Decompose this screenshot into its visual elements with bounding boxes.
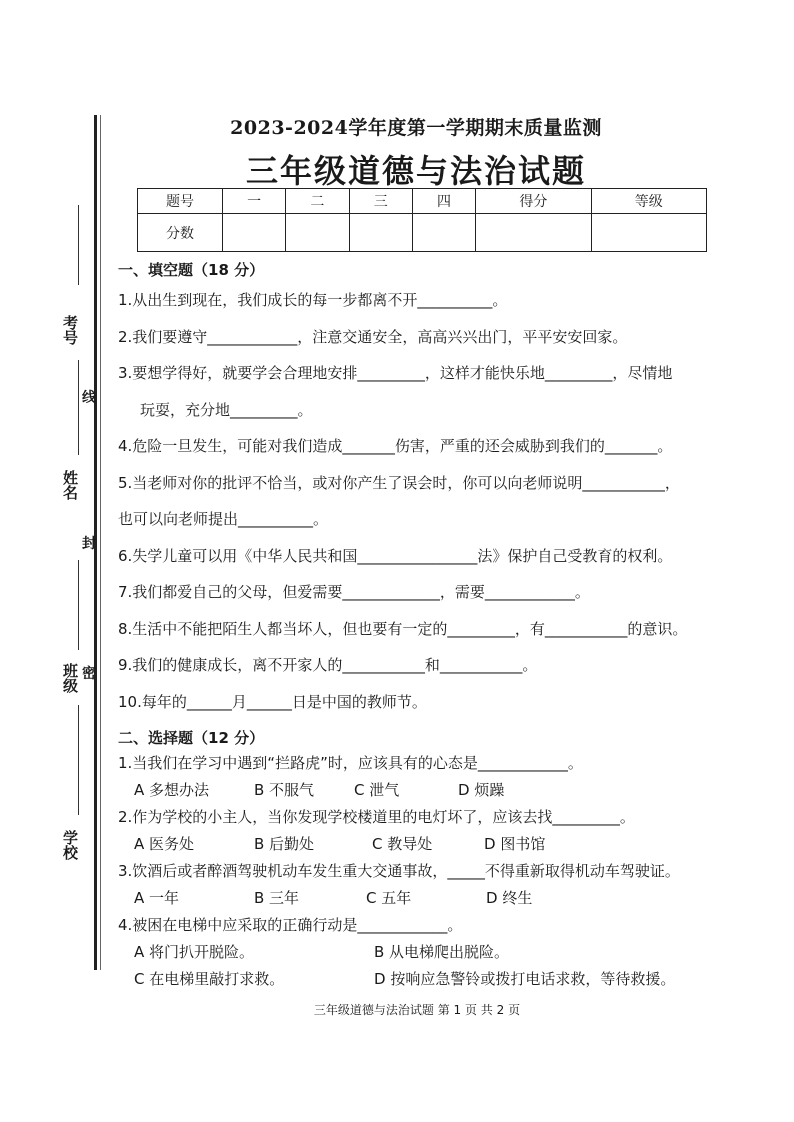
score-header-cell: 等级 [591,189,706,214]
choice-options [118,885,748,912]
fill-question-continuation: 也可以向老师提出__________。 [118,510,329,528]
choice-option[interactable]: D 终生 [486,889,533,907]
seal-mi-mark: 密 [82,666,96,682]
choice-question: 4.被困在电梯中应采取的正确行动是____________。 [118,916,463,934]
exam-content [118,258,748,993]
score-header-cell: 题号 [138,189,223,214]
choice-options [118,939,748,966]
section-2-title: 二、选择题（12 分） [118,729,265,747]
section-1-title: 一、填空题（18 分） [118,261,265,279]
school-label: 学校 [61,830,79,860]
choice-option[interactable]: B 不服气 [254,781,315,799]
choice-option[interactable]: C 泄气 [354,781,400,799]
choice-option[interactable]: B 从电梯爬出脱险。 [374,943,510,961]
school-line [78,705,79,815]
fill-question: 10.每年的______月______日是中国的教师节。 [118,692,427,711]
choice-option[interactable]: A 将门扒开脱险。 [134,943,255,961]
score-header-cell: 一 [223,189,286,214]
choice-option[interactable]: D 按响应急警铃或拨打电话求救，等待救援。 [374,970,676,988]
choice-option[interactable]: B 后勤处 [254,835,315,853]
score-table-value-row [138,214,707,252]
choice-option[interactable]: B 三年 [254,889,300,907]
seal-line-mark: 线 [82,390,96,406]
score-header-cell: 二 [286,189,349,214]
choice-options [118,831,748,858]
choice-question: 3.饮酒后或者醉酒驾驶机动车发生重大交通事故，_____不得重新取得机动车驾驶证。 [118,862,680,880]
choice-option[interactable]: C 教导处 [372,835,433,853]
name-label: 姓名 [61,470,79,500]
fill-question: 8.生活中不能把陌生人都当坏人，但也要有一定的_________，有___________的意识。 [118,619,688,638]
score-cell[interactable] [476,214,591,252]
score-cell[interactable] [349,214,412,252]
score-table [137,188,707,252]
choice-option[interactable]: A 多想办法 [134,781,210,799]
score-header-cell: 得分 [476,189,591,214]
choice-options [118,966,748,993]
exam-no-label: 考号 [61,315,79,345]
fill-question: 2.我们要遵守____________，注意交通安全，高高兴兴出门，平平安安回家。 [118,327,628,346]
score-cell[interactable] [286,214,349,252]
choice-question: 2.作为学校的小主人，当你发现学校楼道里的电灯坏了，应该去找_________。 [118,808,635,826]
score-cell[interactable] [223,214,286,252]
fill-question: 5.当老师对你的批评不恰当，或对你产生了误会时，你可以向老师说明___________， [118,473,680,492]
choice-question: 1.当我们在学习中遇到“拦路虎”时，应该具有的心态是____________。 [118,754,583,772]
fill-question: 1.从出生到现在，我们成长的每一步都离不开__________。 [118,291,508,309]
score-header-cell: 四 [412,189,475,214]
score-cell[interactable] [412,214,475,252]
fill-question: 6.失学儿童可以用《中华人民共和国________________法》保护自己受教育的权利。 [118,546,673,565]
choice-option[interactable]: D 烦躁 [458,781,505,799]
exam-no-line [78,205,79,285]
score-cell[interactable] [591,214,706,252]
exam-title: 三年级道德与法治试题 [245,152,586,190]
fill-question: 7.我们都爱自己的父母，但爱需要_____________，需要____________。 [118,583,590,601]
name-line [78,360,79,455]
fill-question: 4.危险一旦发生，可能对我们造成_______伤害，严重的还会威胁到我们的_______。 [118,437,673,455]
binding-rule-inner [100,115,101,970]
score-table-header-row [138,189,707,214]
fill-question: 3.要想学得好，就要学会合理地安排_________，这样才能快乐地_________，尽情地 [118,364,673,382]
score-header-cell: 三 [349,189,412,214]
seal-feng-mark: 封 [82,536,96,552]
fill-question: 9.我们的健康成长，离不开家人的___________和___________。 [118,656,538,674]
fill-question-continuation: 玩耍，充分地_________。 [140,400,313,419]
choice-option[interactable]: A 一年 [134,889,180,907]
page-footer: 三年级道德与法治试题 第 1 页 共 2 页 [313,1003,521,1017]
choice-option[interactable]: C 五年 [366,889,412,907]
class-line [78,560,79,650]
choice-option[interactable]: C 在电梯里敲打求救。 [134,970,285,988]
class-label: 班级 [61,663,79,693]
choice-option[interactable]: D 图书馆 [484,835,546,853]
score-row-label: 分数 [138,214,223,252]
choice-options [118,777,748,804]
choice-option[interactable]: A 医务处 [134,835,195,853]
exam-subtitle: 2023-2024学年度第一学期期末质量监测 [230,117,602,139]
